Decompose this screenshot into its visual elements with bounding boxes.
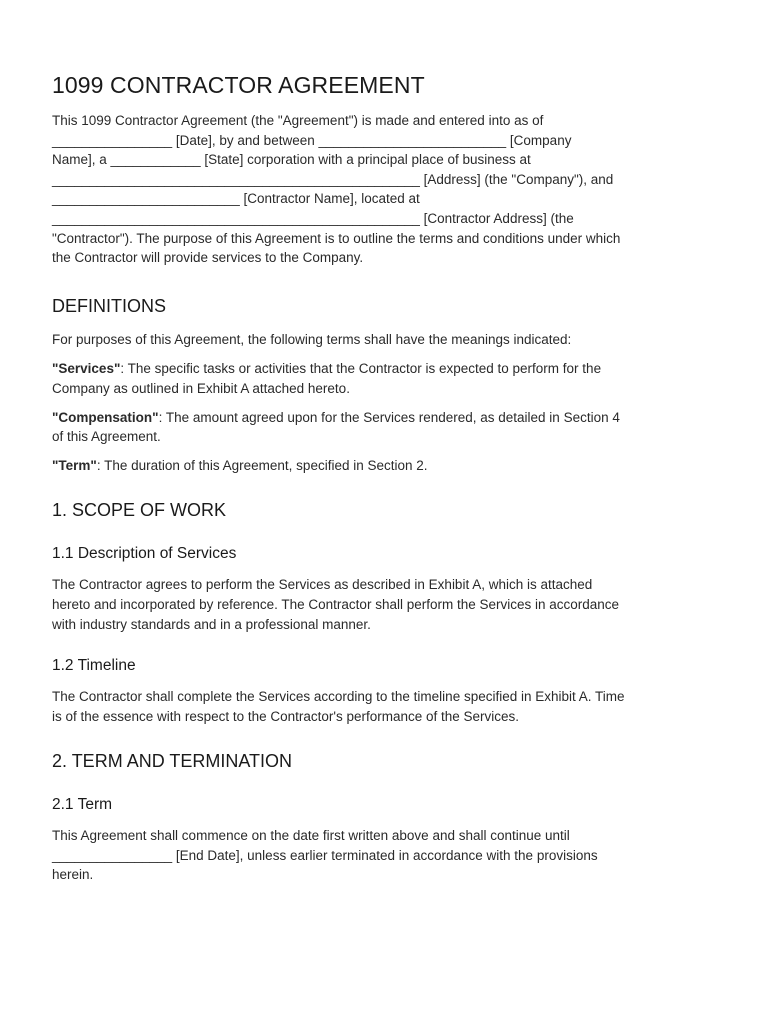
intro-line: "Contractor"). The purpose of this Agreement is to outline the terms and conditions under which — [52, 230, 621, 246]
paragraph-line: ________________ [End Date], unless earlier terminated in accordance with the provisions — [52, 847, 598, 863]
description-of-services-paragraph — [52, 575, 718, 634]
intro-line: the Contractor will provide services to the Company. — [52, 250, 364, 266]
document-title: 1099 CONTRACTOR AGREEMENT — [52, 72, 425, 98]
definitions-heading: DEFINITIONS — [52, 295, 167, 316]
definition-term-name: "Services" — [52, 361, 121, 377]
definition-text: : The specific tasks or activities that the Contractor is expected to perform for the — [120, 361, 602, 377]
term-paragraph — [52, 826, 718, 885]
definitions-intro: For purposes of this Agreement, the following terms shall have the meanings indicated: — [52, 331, 572, 347]
definition-compensation — [52, 408, 718, 447]
definition-text: Company as outlined in Exhibit A attached hereto. — [52, 380, 350, 396]
intro-line: _________________________________________________ [Address] (the "Company"), and — [52, 171, 614, 187]
paragraph-line: This Agreement shall commence on the date first written above and shall continue until — [52, 828, 570, 844]
intro-line: Name], a ____________ [State] corporation with a principal place of business at — [52, 152, 531, 168]
intro-line: ________________ [Date], by and between _________________________ [Company — [52, 132, 572, 148]
intro-paragraph — [52, 111, 718, 268]
paragraph-line: hereto and incorporated by reference. The Contractor shall perform the Services in accordance — [52, 596, 620, 612]
definition-text: : The amount agreed upon for the Services rendered, as detailed in Section 4 — [158, 409, 620, 425]
intro-line: _________________________ [Contractor Name], located at — [52, 191, 420, 207]
scope-heading: 1. SCOPE OF WORK — [52, 500, 227, 521]
definition-text: of this Agreement. — [52, 429, 161, 445]
description-of-services-heading: 1.1 Description of Services — [52, 545, 237, 563]
definition-term-name: "Compensation" — [52, 409, 159, 425]
paragraph-line: The Contractor agrees to perform the Services as described in Exhibit A, which is attached — [52, 577, 593, 593]
term-heading: 2.1 Term — [52, 796, 113, 814]
timeline-paragraph — [52, 687, 718, 726]
paragraph-line: is of the essence with respect to the Contractor's performance of the Services. — [52, 708, 520, 724]
definition-term-name: "Term" — [52, 457, 97, 473]
paragraph-line: The Contractor shall complete the Services according to the timeline specified in Exhibit A. Time — [52, 689, 625, 705]
definition-text: : The duration of this Agreement, specified in Section 2. — [96, 457, 428, 473]
paragraph-line: herein. — [52, 867, 94, 883]
timeline-heading: 1.2 Timeline — [52, 657, 136, 675]
intro-line: This 1099 Contractor Agreement (the "Agreement") is made and entered into as of — [52, 113, 544, 128]
term-and-termination-heading: 2. TERM AND TERMINATION — [52, 751, 293, 772]
definition-services — [52, 359, 718, 398]
definition-term — [52, 456, 718, 476]
paragraph-line: with industry standards and in a professional manner. — [52, 616, 371, 632]
intro-line: _________________________________________________ [Contractor Address] (the — [52, 210, 574, 226]
